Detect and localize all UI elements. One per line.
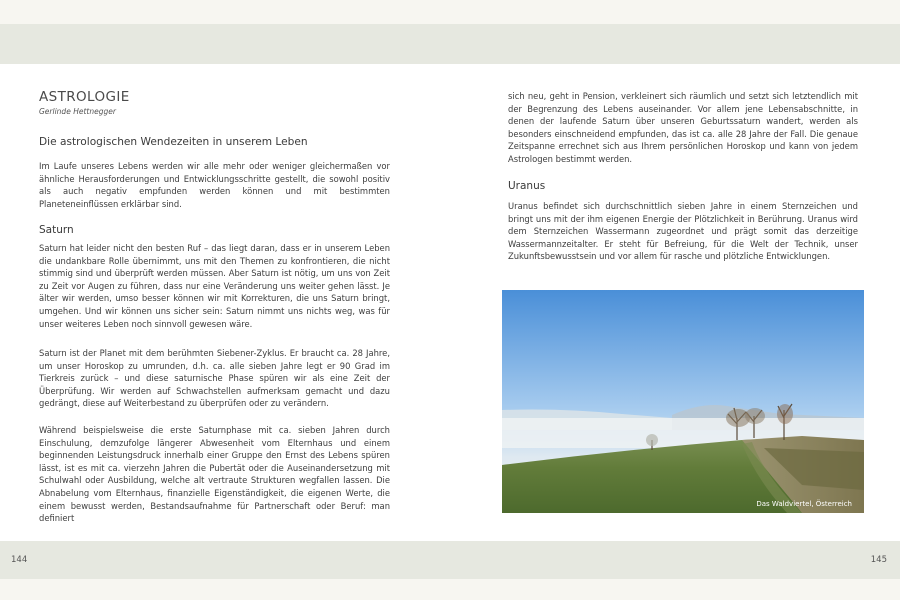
bottom-margin-band <box>0 541 900 579</box>
saturn-paragraph-3: Während beispielsweise die erste Saturnphase mit ca. sieben Jahren durch Einschulung, demzufolge längerer Abwesenheit vom Elternhaus und einem beginnenden Leistungsdruck innerhalb einer Gruppe den Ernst des Lebens spüren lässt, ist es mit ca. vierzehn Jahren die Pubertät oder die Auseinandersetzung mit Schulwahl oder Ausbildung, welche alt vertraute Strukturen wegfallen lassen. Die Abnabelung vom Elternhaus, finanzielle Eigenständigkeit, die eigenen Werte, die einem bewusst werden, Bestandsaufnahme für Partnerschaft oder Beruf: man definiert <box>39 425 390 524</box>
landscape-photo-image <box>502 290 864 513</box>
article-heading: Die astrologischen Wendezeiten in unserem Leben <box>39 136 308 148</box>
book-spread <box>0 64 900 541</box>
author-name: Gerlinde Hettnegger <box>39 107 116 116</box>
saturn-paragraph-2: Saturn ist der Planet mit dem berühmten Siebener-Zyklus. Er braucht ca. 28 Jahre, um unser Horoskop zu umrunden, d.h. ca. alle sieben Jahre legt er 90 Grad im Tierkreis zurück – und diese saturnische Phase spüren wir als eine Zeit der Überprüfung. Wir werden auf Schwachstellen aufmerksam gemacht und dazu gedrängt, diese auf Weiterbestand zu überprüfen oder zu verändern. <box>39 348 390 409</box>
intro-paragraph: Im Laufe unseres Lebens werden wir alle mehr oder weniger gleichermaßen vor ähnliche Herausforderungen und Entwicklungsschritte gestellt, die sowohl positiv als auch negativ empfunden werden können und mit bestimmten Planeteneinflüssen erklärbar sind. <box>39 161 390 209</box>
page-number-left: 144 <box>11 555 28 565</box>
uranus-heading: Uranus <box>508 180 546 192</box>
saturn-heading: Saturn <box>39 224 74 236</box>
saturn-paragraph-1: Saturn hat leider nicht den besten Ruf – das liegt daran, dass er in unserem Leben die undankbare Rolle übernimmt, uns mit den Themen zu konfrontieren, die nicht stimmig sind und überprüft werden müssen. Aber Saturn ist nötig, um uns von Zeit zu Zeit vor Augen zu führen, dass nur eine Veränderung uns weiter gehen lässt. Je älter wir werden, umso besser können wir mit Korrekturen, die uns Saturn bringt, umgehen. Und wir können uns sicher sein: Saturn nimmt uns nichts weg, was für unser weiteres Leben noch sinnvoll gewesen wäre. <box>39 243 390 329</box>
section-title: ASTROLOGIE <box>39 89 130 105</box>
photo-caption: Das Waldviertel, Österreich <box>756 500 852 508</box>
top-margin-band <box>0 24 900 64</box>
page-number-right: 145 <box>870 555 887 565</box>
landscape-photo <box>502 290 864 513</box>
uranus-paragraph: Uranus befindet sich durchschnittlich sieben Jahre in einem Sternzeichen und bringt uns mit der ihm eigenen Energie der Plötzlichkeit in Berührung. Uranus wird dem Sternzeichen Wassermann zugeordnet und prägt somit das derzeitige Wassermannzeitalter. Er steht für Befreiung, für die Welt der Technik, unser Zukunftsbewusstsein und vor allem für rasche und plötzliche Entwicklungen. <box>508 201 858 262</box>
continuation-paragraph: sich neu, geht in Pension, verkleinert sich räumlich und setzt sich letztendlich mit der Begrenzung des Lebens auseinander. Vor allem jene Lebensabschnitte, in denen der laufende Saturn über unseren Geburtssaturn wandert, werden als besonders einschneidend empfunden, das ist ca. alle 28 Jahre der Fall. Die genaue Zeitspanne errechnet sich aus Ihrem persönlichen Horoskop und kann von jedem Astrologen bestimmt werden. <box>508 91 858 164</box>
